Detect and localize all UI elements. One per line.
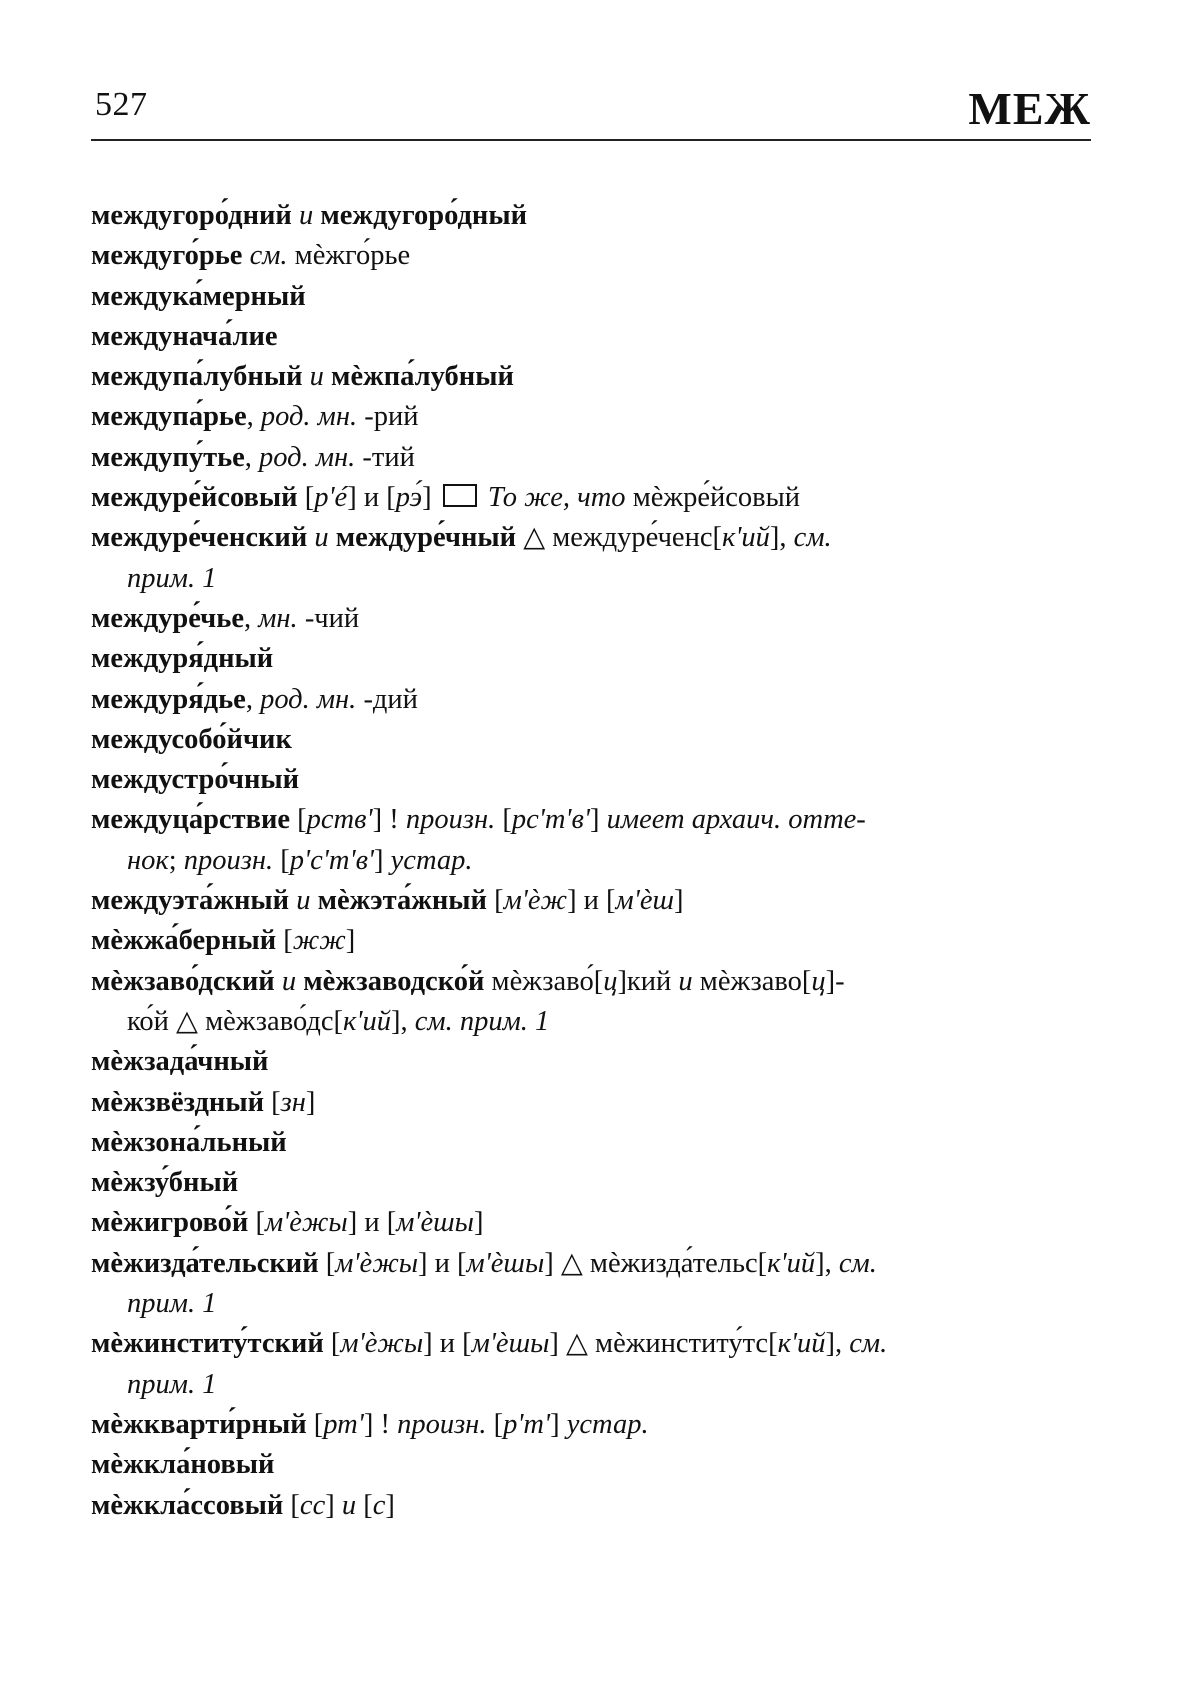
entry-text: [ [486,885,504,917]
italic-note: ц [811,965,826,997]
dictionary-entry-line [91,639,1091,679]
entry-text [303,361,310,392]
entry-text: ] и [ [347,1207,397,1239]
entry-text: , [243,602,259,634]
italic-note: р'é [314,482,348,514]
entry-text [329,522,336,553]
italic-note: и [309,361,324,393]
italic-note: произн. [405,804,496,836]
headword: мѐжэта́жный [317,885,487,917]
dictionary-entry-line [91,680,1091,720]
dictionary-entry-line [91,1486,1091,1526]
entry-text: [ [283,1489,300,1521]
entry-text: ], [815,1247,839,1279]
headword: мѐжпа́лубный [331,361,514,393]
dictionary-entry-line [91,1365,1091,1405]
entry-text: ] [473,1207,484,1239]
headword: междустро́чный [91,764,300,796]
entry-text: -рий [357,401,419,433]
italic-note: и [314,522,329,554]
italic-note: м'ѐшы [466,1247,545,1279]
headword: междуре́йсовый [91,482,298,514]
entry-text [242,240,249,271]
headword: мѐжзу́бный [91,1167,239,1199]
dictionary-entry-line [91,599,1091,639]
italic-note: нок [127,844,169,876]
entry-text: [ [297,482,315,514]
entry-text: -чий [297,602,360,634]
italic-note: род. мн. [260,683,357,715]
entry-text: [ [356,1489,373,1521]
square-box-icon [443,484,477,507]
entry-text [275,966,282,997]
headword: междуэта́жный [91,885,290,917]
italic-note: произн. [397,1408,487,1440]
entry-text: △ междуре́ченс[ [516,522,722,554]
dictionary-entry-line [91,438,1091,478]
italic-note: прим. 1 [127,562,217,594]
entry-text: ] и [ [347,482,396,514]
entry-list [91,196,1091,1526]
entry-text: мѐжре́йсовый [625,482,800,514]
italic-note: рств' [306,804,373,836]
headword: мѐжкла́новый [91,1449,275,1481]
italic-note: прим. 1 [127,1368,217,1400]
entry-text: ; [168,844,184,876]
headword: междуря́дье [91,683,246,715]
italic-note: ц [603,965,618,997]
headword: мѐжзада́чный [91,1046,269,1078]
italic-note: м'ѐжы [340,1328,424,1360]
italic-note: м'ѐжы [335,1247,419,1279]
dictionary-entry-line [91,1244,1091,1284]
dictionary-entry-line [91,1324,1091,1364]
italic-note: жж [292,925,346,957]
headword: междунача́лие [91,320,278,352]
entry-text: ] [550,1408,567,1440]
italic-note: рт' [323,1408,364,1440]
entry-text: [ [276,925,293,957]
headword: междуго́рье [91,240,243,272]
entry-text: мѐжзаво́[ [484,965,604,997]
italic-note: произн. [183,844,274,876]
entry-text: ], [769,522,794,554]
entry-text: ] [422,482,439,514]
italic-note: род. мн. [259,441,356,473]
headword: мѐжигрово́й [91,1207,249,1239]
entry-text: -тий [355,441,415,473]
italic-note: с [372,1489,386,1521]
italic-note: см. [849,1328,888,1360]
dictionary-entry-line [91,1163,1091,1203]
entry-text: ко́й △ мѐжзаво́дс[ [127,1005,344,1037]
italic-note: имеет архаич. отте- [606,804,866,836]
headword: междуре́чный [335,522,517,554]
entry-text: , [244,441,260,473]
dictionary-entry-line [91,720,1091,760]
entry-text: ] [374,844,391,876]
headword: мѐжкварти́рный [91,1408,307,1440]
page-header [91,82,1091,142]
entry-text: [ [323,1328,341,1360]
headword: междуре́чье [91,602,244,634]
headword: мѐжинститу́тский [91,1328,324,1360]
running-head: МЕЖ [968,83,1091,134]
headword: мѐжзаво́дский [91,965,275,997]
italic-note: см. [249,240,288,272]
entry-text [310,885,317,916]
entry-text: ] ! [372,804,406,836]
italic-note: м'ѐшы [471,1328,550,1360]
italic-note: м'ѐш [615,885,674,917]
dictionary-entry-line [91,881,1091,921]
italic-note: и [678,965,693,997]
entry-text: ], [825,1328,850,1360]
entry-text: [ [318,1247,336,1279]
italic-note: сс [299,1489,326,1521]
entry-text: ] и [ [418,1247,467,1279]
dictionary-entry-line [91,559,1091,599]
entry-text: ] [345,925,356,957]
entry-text: , [246,401,261,433]
dictionary-entry-line [91,196,1091,236]
entry-text: [ [248,1207,265,1239]
italic-note: и [298,200,314,231]
headword: мѐжжа́берный [91,925,277,957]
entry-text: [ [290,804,307,836]
dictionary-entry-line [91,357,1091,397]
dictionary-entry-line [91,478,1091,518]
headword: междука́мерный [91,280,306,312]
headword: междугоро́дний [91,200,292,231]
dictionary-entry-line [91,236,1091,276]
dictionary-entry-line [91,1042,1091,1082]
italic-note: к'ий [777,1328,826,1360]
entry-text: ]- [825,965,845,997]
italic-note: устар. [390,844,473,876]
italic-note: м'ѐж [503,885,568,917]
dictionary-entry-line [91,1405,1091,1445]
headword: мѐжзона́льный [91,1126,287,1158]
entry-text: [ [273,844,290,876]
entry-text: ] [325,1489,342,1521]
entry-text: [ [306,1408,324,1440]
headword: междупу́тье [91,441,245,473]
dictionary-entry-line [91,518,1091,558]
dictionary-entry-line [91,841,1091,881]
italic-note: р'т' [503,1408,551,1440]
italic-note: зн [280,1086,306,1118]
italic-note: и [281,965,297,997]
headword: мѐжизда́тельский [91,1247,319,1279]
entry-text: , [245,683,261,715]
entry-text: ] [385,1489,395,1521]
dictionary-entry-line [91,1445,1091,1485]
italic-note: м'ѐшы [396,1207,474,1239]
entry-text: мѐжго́рье [287,240,411,272]
italic-note: р'с'т'в' [289,844,375,876]
entry-text: ] [674,885,684,917]
entry-text [324,361,331,392]
dictionary-entry-line [91,800,1091,840]
entry-text [481,482,488,513]
dictionary-entry-line [91,1284,1091,1324]
italic-note: рс'т'в' [511,804,590,836]
dictionary-entry-line [91,1203,1091,1243]
headword: мѐжзвёздный [91,1086,265,1118]
headword: мѐжкла́ссовый [91,1489,284,1521]
dictionary-entry-line [91,1123,1091,1163]
entry-text: ]кий [617,965,679,997]
entry-text: [ [486,1408,504,1440]
entry-text: ], [390,1005,415,1037]
entry-text: ] [590,804,607,836]
italic-note: к'ий [343,1005,391,1037]
entry-text: ] [305,1086,316,1118]
entry-text: мѐжзаво[ [692,965,812,997]
italic-note: мн. [258,602,298,634]
headword: междупа́рье [91,401,247,433]
dictionary-entry-line [91,397,1091,437]
headword: мѐжзаводско́й [303,965,485,997]
entry-text: ] и [ [423,1328,472,1360]
italic-note: и [341,1489,357,1521]
italic-note: устар. [566,1408,649,1440]
headword: междугоро́дный [320,200,528,231]
headword: междупа́лубный [91,361,303,393]
italic-note: см. [838,1247,877,1279]
italic-note: род. мн. [260,401,358,433]
italic-note: рэ́ [395,482,423,514]
italic-note: и [296,885,311,917]
headword: междуца́рствие [91,804,291,836]
italic-note: см. прим. 1 [414,1005,550,1037]
entry-text: [ [264,1086,281,1118]
entry-text: ] △ мѐжизда́тельс[ [544,1247,768,1279]
italic-note: прим. 1 [127,1288,217,1320]
dictionary-entry-line [91,1002,1091,1042]
dictionary-entry-line [91,962,1091,1002]
entry-text: ] △ мѐжинститу́тс[ [549,1328,778,1360]
dictionary-entry-line [91,760,1091,800]
headword: междуре́ченский [91,522,308,554]
entry-text: [ [495,804,512,836]
headword: междусобо́йчик [91,723,292,755]
entry-text: -дий [356,683,418,715]
entry-text [292,200,299,231]
italic-note: к'ий [767,1247,816,1279]
italic-note: м'ѐжы [264,1207,348,1239]
entry-text: ] ! [363,1408,398,1440]
entry-text: ] и [ [567,885,616,917]
italic-note: То же, что [487,482,626,514]
dictionary-entry-line [91,317,1091,357]
dictionary-entry-line [91,921,1091,961]
dictionary-entry-line [91,277,1091,317]
dictionary-entry-line [91,1083,1091,1123]
page-number: 527 [95,86,148,123]
italic-note: см. [793,522,832,554]
header-rule [91,139,1091,141]
italic-note: к'ий [721,522,770,554]
headword: междуря́дный [91,643,274,675]
